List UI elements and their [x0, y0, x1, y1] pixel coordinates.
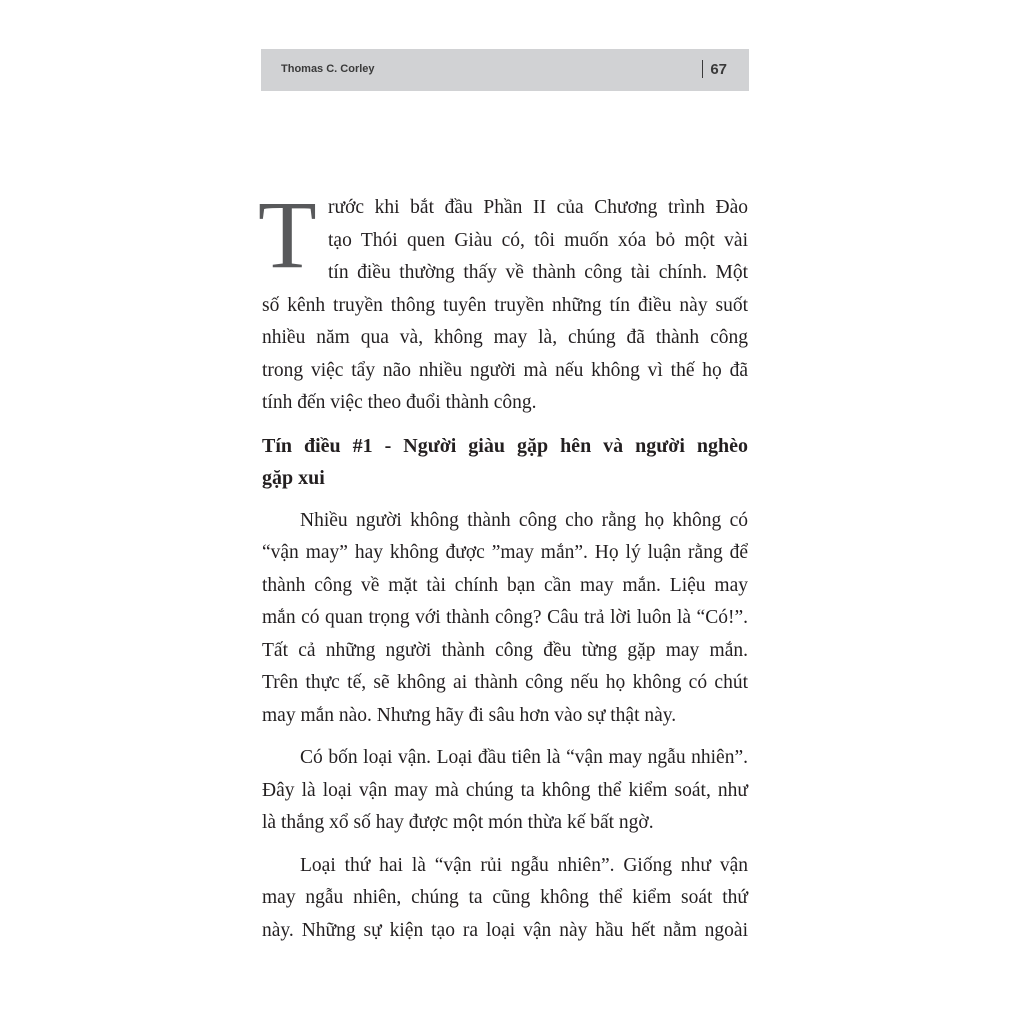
- text-line: này. Những sự kiện tạo ra loại vận này hầu hết nằm ngoài: [262, 919, 748, 941]
- paragraph: [262, 742, 748, 840]
- text-line: “vận may” hay không được ”may mắn”. Họ lý luận rằng để: [262, 542, 748, 563]
- text-line: Tất cả những người thành công đều từng gặp may mắn.: [262, 639, 748, 661]
- text-line: tạo Thói quen Giàu có, tôi muốn xóa bỏ một vài: [328, 229, 748, 251]
- text-line: Nhiều người không thành công cho rằng họ không có: [300, 509, 748, 531]
- text-line: Trên thực tế, sẽ không ai thành công nếu họ không có chút: [262, 672, 748, 693]
- text-line: nhiều năm qua và, không may là, chúng đã thành công: [262, 327, 748, 348]
- paragraph: [262, 505, 748, 733]
- text-line: gặp xui: [262, 467, 325, 489]
- section-heading: [262, 430, 748, 495]
- author-name: Thomas C. Corley: [281, 63, 375, 75]
- text-line: số kênh truyền thông tuyên truyền những tín điều này suốt: [262, 294, 748, 316]
- text-line: thành công về mặt tài chính bạn cần may mắn. Liệu may: [262, 574, 748, 596]
- running-header: [261, 49, 749, 91]
- text-line: Có bốn loại vận. Loại đầu tiên là “vận may ngẫu nhiên”.: [300, 747, 748, 768]
- text-line: là thắng xổ số hay được một món thừa kế bất ngờ.: [262, 812, 654, 833]
- text-line: tín điều thường thấy về thành công tài chính. Một: [328, 262, 748, 283]
- text-line: mắn có quan trọng với thành công? Câu trả lời luôn là “Có!”.: [262, 607, 748, 628]
- text-line: Tín điều #1 - Người giàu gặp hên và người nghèo: [262, 434, 748, 457]
- text-line: Loại thứ hai là “vận rủi ngẫu nhiên”. Giống như vận: [300, 854, 748, 876]
- text-line: may ngẫu nhiên, chúng ta cũng không thể kiểm soát thứ: [262, 887, 748, 908]
- text-line: rước khi bắt đầu Phần II của Chương trình Đào: [328, 197, 748, 218]
- text-line: may mắn nào. Nhưng hãy đi sâu hơn vào sự thật này.: [262, 704, 677, 726]
- page-body: [258, 181, 748, 947]
- text-line: Đây là loại vận may mà chúng ta không thể kiểm soát, như: [262, 779, 748, 801]
- paragraph: [262, 850, 748, 948]
- divider: [702, 60, 703, 78]
- intro-paragraph: [258, 181, 748, 420]
- drop-cap: T: [258, 181, 317, 288]
- text-line: tính đến việc theo đuổi thành công.: [262, 392, 537, 413]
- text-line: trong việc tẩy não nhiều người mà nếu không vì thế họ đã: [262, 359, 748, 381]
- page-number: 67: [702, 60, 727, 78]
